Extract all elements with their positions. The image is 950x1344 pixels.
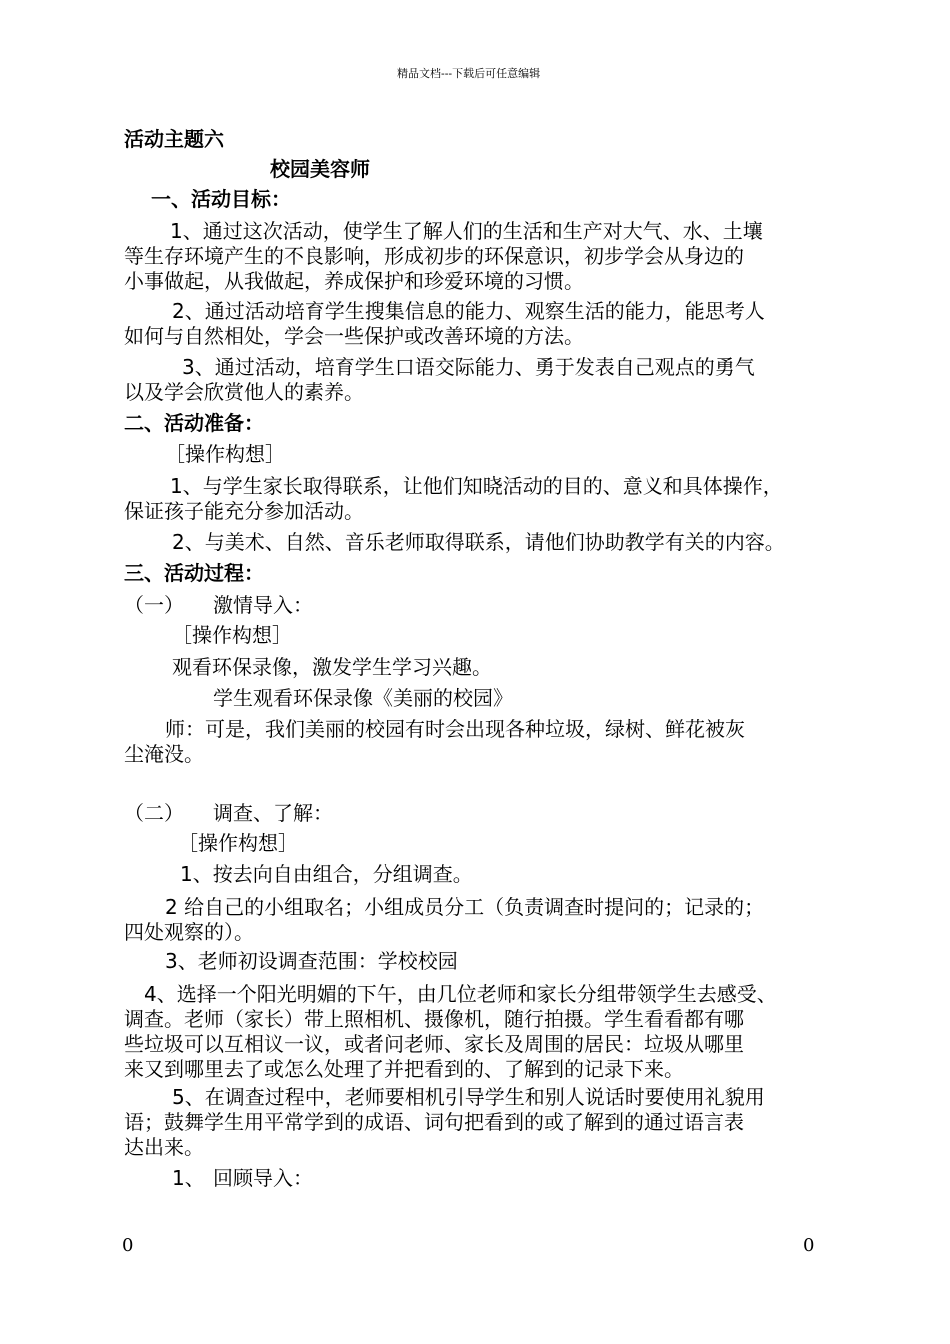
paragraph-line: 小事做起，从我做起，养成保护和珍爱环境的习惯。 [124, 269, 584, 293]
paragraph-line: 达出来。 [124, 1135, 204, 1159]
paragraph-line: 学生观看环保录像《美丽的校园》 [213, 686, 513, 710]
section-heading-goals: 一、活动目标： [151, 187, 291, 211]
section-heading-process: 三、活动过程： [124, 561, 264, 585]
paragraph-line: 3、老师初设调查范围：学校校园 [165, 949, 458, 973]
paragraph-line: 保证孩子能充分参加活动。 [124, 499, 364, 523]
paragraph-line: 4、选择一个阳光明媚的下午，由几位老师和家长分组带领学生去感受、 [144, 982, 777, 1006]
paragraph-line: 2、与美术、自然、音乐老师取得联系，请他们协助教学有关的内容。 [172, 530, 785, 554]
paragraph-line: 2 给自己的小组取名；小组成员分工（负责调查时提问的；记录的； [165, 895, 765, 919]
activity-theme: 活动主题六 [124, 127, 224, 151]
paragraph-line: 师：可是，我们美丽的校园有时会出现各种垃圾，绿树、鲜花被灰 [165, 717, 745, 741]
paragraph-line: 回顾导入： [213, 1166, 313, 1190]
paragraph-line: 如何与自然相处，学会一些保护或改善环境的方法。 [124, 324, 584, 348]
paragraph-line: 2、通过活动培育学生搜集信息的能力、观察生活的能力，能思考人 [172, 299, 765, 323]
paragraph-line: 些垃圾可以互相议一议，或者问老师、家长及周围的居民：垃圾从哪里 [124, 1032, 744, 1056]
page-header: 精品文档---下载后可任意编辑 [397, 67, 541, 80]
footer-page-number-right: 0 [803, 1235, 815, 1256]
paragraph-line: 1、通过这次活动，使学生了解人们的生活和生产对大气、水、土壤 [170, 219, 763, 243]
section-heading-preparation: 二、活动准备： [124, 411, 264, 435]
paragraph-line: 尘淹没。 [124, 742, 204, 766]
paragraph-line: 语；鼓舞学生用平常学到的成语、词句把看到的或了解到的通过语言表 [124, 1110, 744, 1134]
list-number: 1、 [172, 1166, 205, 1190]
part-label: （二） [124, 801, 184, 825]
paragraph-line: 1、按去向自由组合，分组调查。 [180, 862, 473, 886]
document-title: 校园美容师 [270, 157, 370, 181]
paragraph-line: 以及学会欣赏他人的素养。 [124, 380, 364, 404]
paragraph-line: 观看环保录像，激发学生学习兴趣。 [172, 655, 492, 679]
paragraph-line: 调查。老师（家长）带上照相机、摄像机，随行拍摄。学生看看都有哪 [124, 1007, 744, 1031]
footer-page-number-left: 0 [122, 1235, 134, 1256]
part-title: 调查、了解： [213, 801, 333, 825]
paragraph-line: 等生存环境产生的不良影响，形成初步的环保意识，初步学会从身边的 [124, 244, 744, 268]
operation-idea-label: ［操作构想］ [165, 442, 285, 466]
paragraph-line: 四处观察的）。 [124, 920, 254, 944]
part-title: 激情导入： [213, 593, 313, 617]
paragraph-line: 3、通过活动，培育学生口语交际能力、勇于发表自己观点的勇气 [182, 355, 755, 379]
operation-idea-label: ［操作构想］ [172, 623, 292, 647]
paragraph-line: 1、与学生家长取得联系，让他们知晓活动的目的、意义和具体操作， [170, 474, 783, 498]
part-label: （一） [124, 593, 184, 617]
paragraph-line: 5、在调查过程中，老师要相机引导学生和别人说话时要使用礼貌用 [172, 1085, 765, 1109]
operation-idea-label: ［操作构想］ [178, 831, 298, 855]
paragraph-line: 来又到哪里去了或怎么处理了并把看到的、了解到的记录下来。 [124, 1057, 684, 1081]
